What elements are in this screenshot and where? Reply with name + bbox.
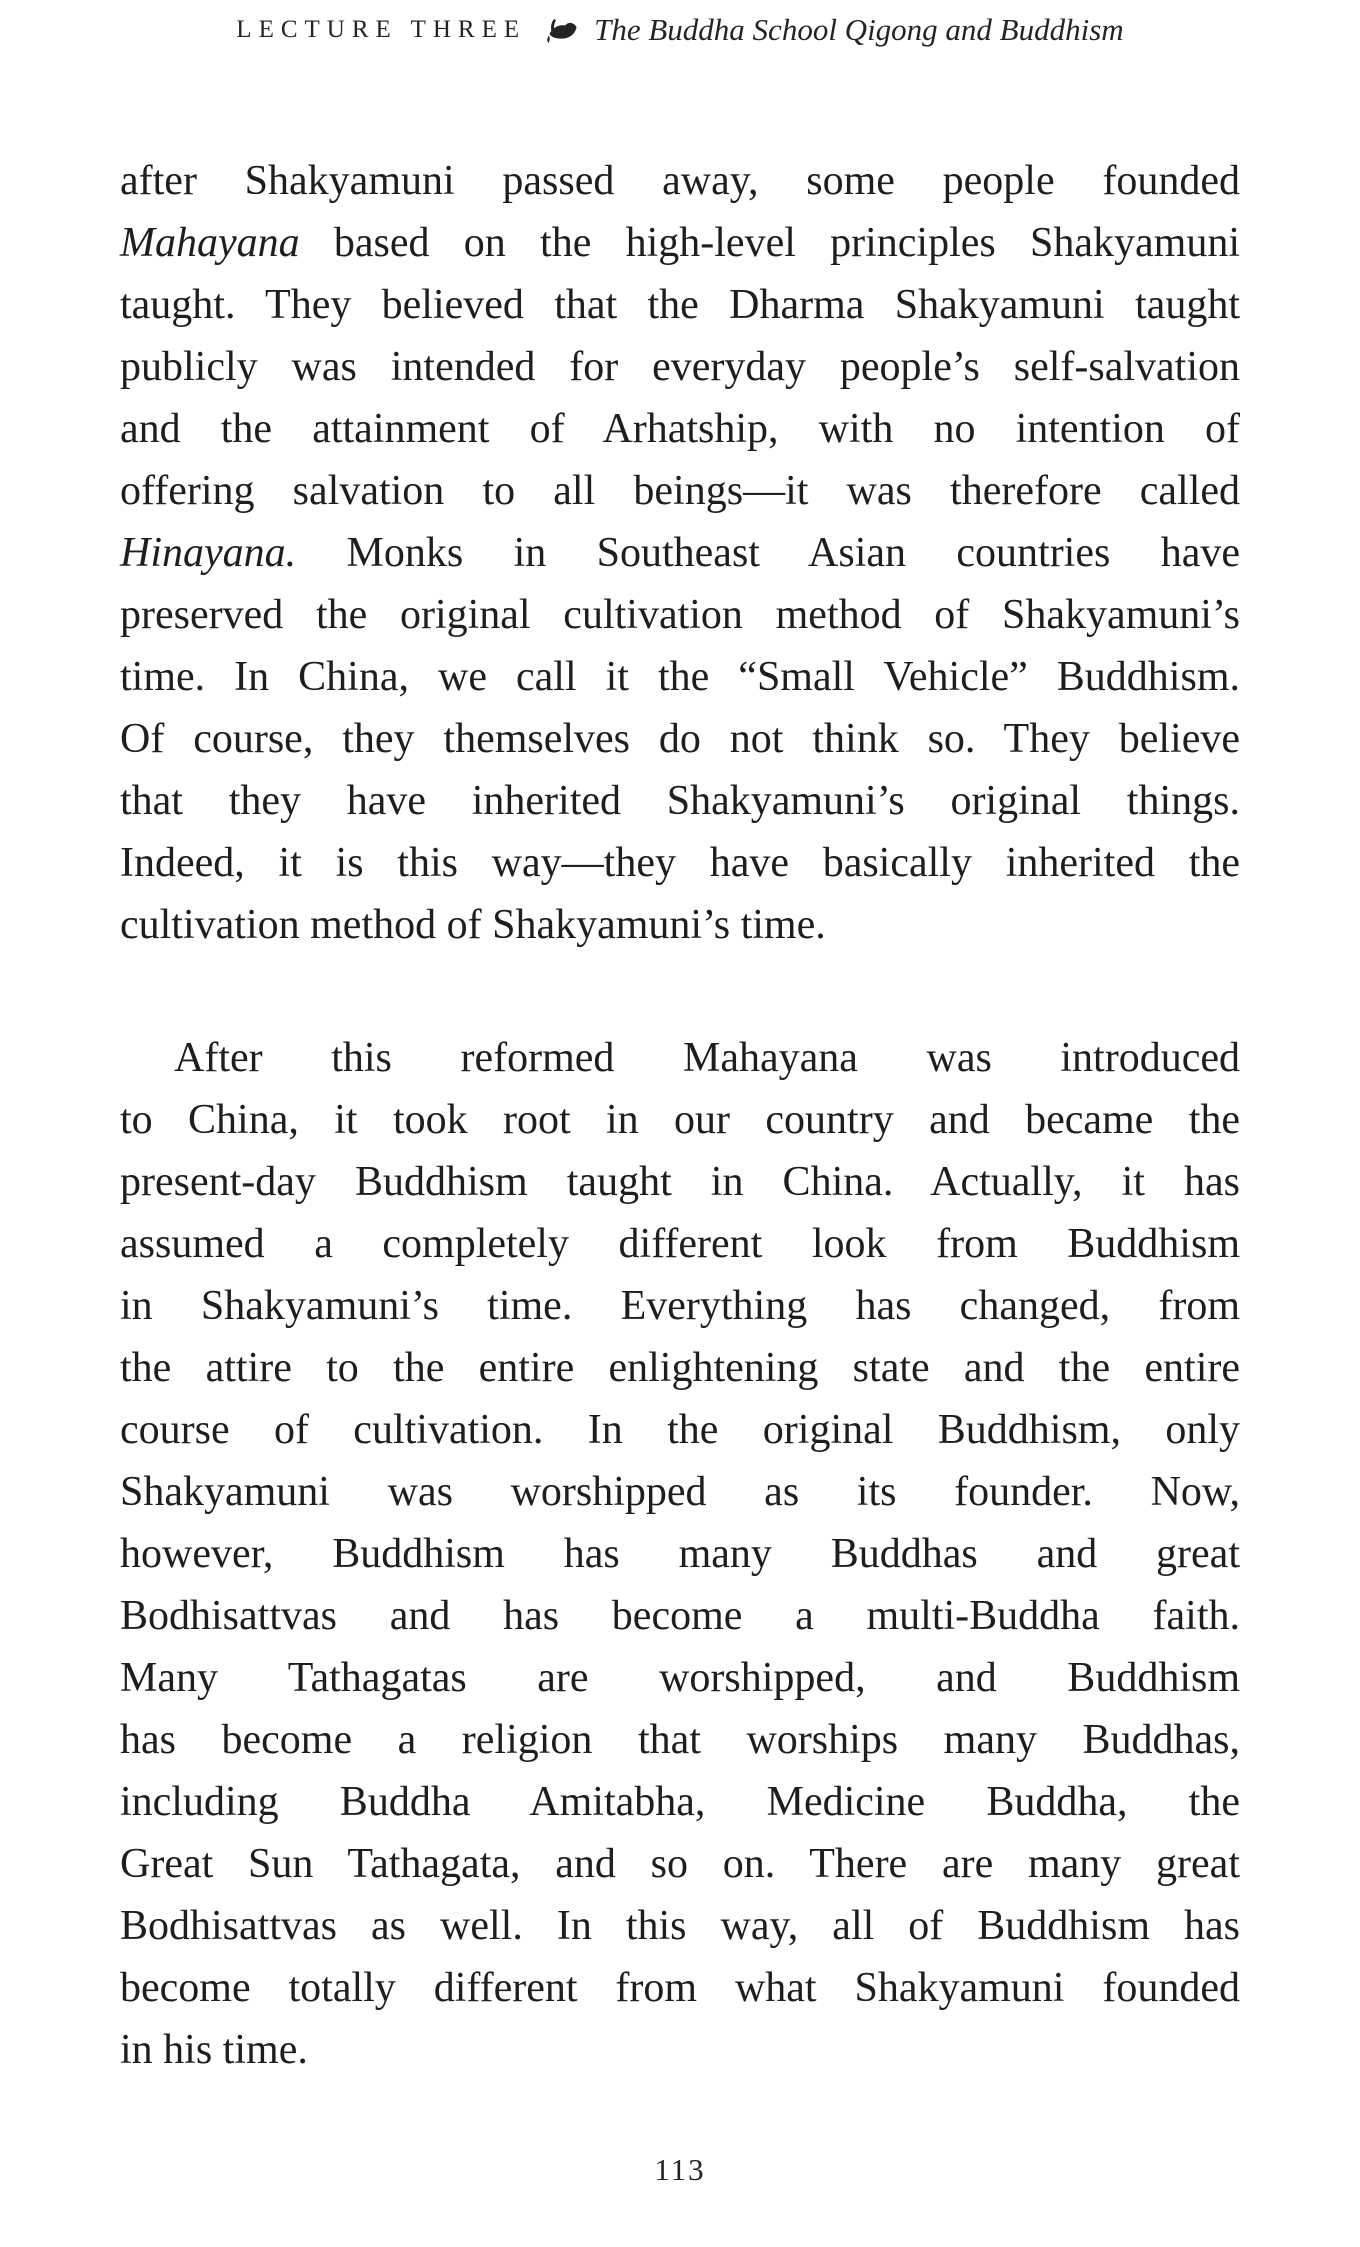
text-line [120,150,1240,212]
text-segment: Monks in Southeast Asian countries have [296,530,1240,576]
text-line [120,274,1240,336]
text-line [120,1957,1240,2019]
text-line [120,1337,1240,1399]
running-header [0,12,1360,48]
text-segment: Bodhisattvas and has become a multi-Buddha faith. [120,1593,1240,1639]
book-title: The Buddha School Qigong and Buddhism [594,12,1124,47]
text-segment: publicly was intended for everyday people’s self-salvation [120,344,1240,390]
text-line [120,894,1240,956]
text-line [120,522,1240,584]
text-segment: After this reformed Mahayana was introduced [174,1035,1240,1081]
text-segment: Many Tathagatas are worshipped, and Buddhism [120,1655,1240,1701]
text-segment: time. In China, we call it the “Small Vehicle” Buddhism. [120,654,1240,700]
text-segment: in his time. [120,2027,308,2073]
text-line [120,1771,1240,1833]
text-segment: become totally different from what Shakyamuni founded [120,1965,1240,2011]
text-line [120,336,1240,398]
leaf-fleuron-icon [542,15,578,45]
italic-term: Hinayana. [120,530,297,576]
text-segment: taught. They believed that the Dharma Shakyamuni taught [120,282,1240,328]
text-segment: Bodhisattvas as well. In this way, all of Buddhism has [120,1903,1240,1949]
text-line [120,584,1240,646]
text-segment: Of course, they themselves do not think so. They believe [120,716,1240,762]
text-line [120,398,1240,460]
text-line [120,2019,1240,2081]
text-line [120,1647,1240,1709]
text-segment: based on the high-level principles Shakyamuni [299,220,1240,266]
text-segment: in Shakyamuni’s time. Everything has changed, from [120,1283,1240,1329]
paragraph [120,150,1240,956]
text-segment: the attire to the entire enlightening state and the entire [120,1345,1240,1391]
page-number: 113 [654,2152,706,2187]
text-segment: has become a religion that worships many Buddhas, [120,1717,1240,1763]
paragraph [120,1027,1240,2081]
text-line [120,1027,1240,1089]
page-footer [0,2152,1360,2188]
text-segment: however, Buddhism has many Buddhas and great [120,1531,1240,1577]
italic-term: Mahayana [120,220,300,266]
text-line [120,460,1240,522]
text-segment: that they have inherited Shakyamuni’s original things. [120,778,1240,824]
text-segment: preserved the original cultivation method of Shakyamuni’s [120,592,1240,638]
text-line [120,646,1240,708]
text-line [120,832,1240,894]
text-segment: and the attainment of Arhatship, with no intention of [120,406,1240,452]
text-segment: to China, it took root in our country and became the [120,1097,1240,1143]
text-segment: present-day Buddhism taught in China. Actually, it has [120,1159,1240,1205]
text-segment: offering salvation to all beings—it was therefore called [120,468,1240,514]
text-line [120,770,1240,832]
text-line [120,1399,1240,1461]
text-segment: Shakyamuni was worshipped as its founder. Now, [120,1469,1240,1515]
text-line [120,1461,1240,1523]
text-line [120,1895,1240,1957]
text-line [120,1523,1240,1585]
text-line [120,1213,1240,1275]
text-segment: after Shakyamuni passed away, some people founded [120,158,1240,204]
text-segment: assumed a completely different look from Buddhism [120,1221,1240,1267]
text-line [120,1585,1240,1647]
text-segment: cultivation method of Shakyamuni’s time. [120,902,826,948]
text-line [120,1275,1240,1337]
body-text [120,150,1240,2081]
text-segment: including Buddha Amitabha, Medicine Buddha, the [120,1779,1240,1825]
section-label: LECTURE THREE [236,16,527,43]
text-line [120,1089,1240,1151]
text-segment: course of cultivation. In the original Buddhism, only [120,1407,1240,1453]
text-line [120,1709,1240,1771]
text-segment: Great Sun Tathagata, and so on. There are many great [120,1841,1240,1887]
text-line [120,1833,1240,1895]
text-segment: Indeed, it is this way—they have basically inherited the [120,840,1240,886]
text-line [120,1151,1240,1213]
text-line [120,708,1240,770]
text-line [120,212,1240,274]
